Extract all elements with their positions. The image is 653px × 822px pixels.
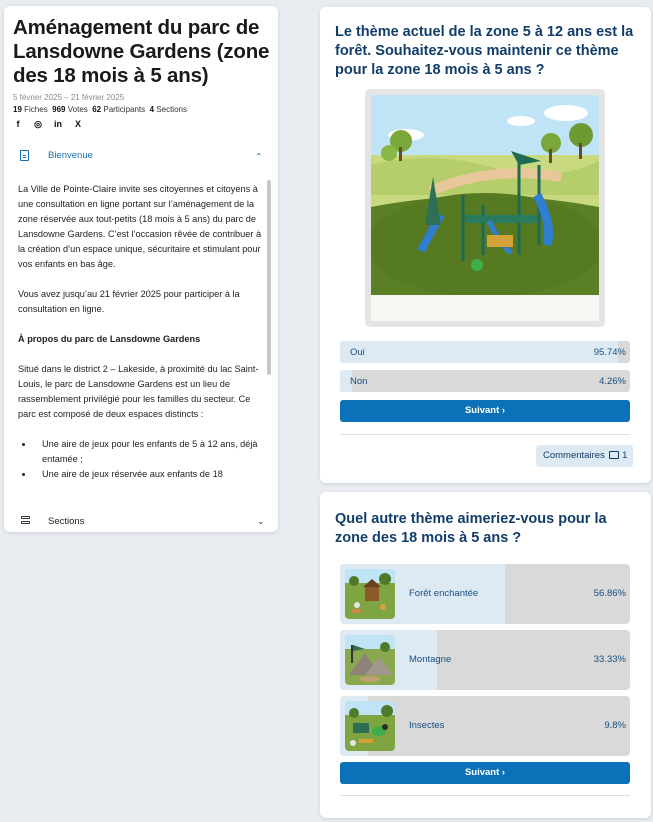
- theme-option-label: Forêt enchantée: [409, 588, 479, 599]
- chevron-up-icon: ⌄: [255, 151, 263, 161]
- divider: [340, 434, 630, 435]
- theme-option-insectes[interactable]: [340, 696, 630, 756]
- stat-value: 19: [13, 105, 22, 114]
- accordion-welcome-label: Bienvenue: [48, 150, 93, 161]
- project-dates: 5 février 2025 – 21 février 2025: [13, 93, 125, 102]
- divider: [340, 795, 630, 796]
- scrollbar[interactable]: [267, 180, 271, 375]
- project-panel: [4, 6, 278, 532]
- theme-option-label: Montagne: [409, 654, 452, 665]
- sections-icon: [21, 516, 30, 525]
- stat-value: 969: [52, 105, 66, 114]
- poll-fill: [340, 341, 618, 363]
- poll-option-oui[interactable]: [340, 341, 630, 363]
- linkedin-icon[interactable]: in: [54, 119, 62, 129]
- question-title: Quel autre thème aimeriez-vous pour la zone des 18 mois à 5 ans ?: [335, 511, 607, 546]
- poll-option-label: Oui: [350, 347, 365, 358]
- question-card-2: [320, 492, 651, 818]
- accordion-welcome-header[interactable]: [4, 144, 278, 168]
- theme-option-percent: 56.86%: [593, 588, 626, 599]
- poll-option-percent: 95.74%: [593, 347, 626, 358]
- poll-option-percent: 4.26%: [599, 376, 626, 387]
- welcome-paragraph: Situé dans le district 2 – Lakeside, à proximité du lac Saint-Louis, le parc de Lansdowne Gardens est un lieu de rassemblement privilégié pour les familles du secteur. Ce parc est composé de deux espaces distincts :: [18, 364, 259, 419]
- welcome-paragraph: Vous avez jusqu’au 21 février 2025 pour participer à la consultation en ligne.: [18, 289, 240, 314]
- accordion-sections-header[interactable]: [4, 510, 278, 532]
- comments-count: 1: [622, 450, 628, 461]
- chevron-down-icon: ⌄: [257, 516, 265, 526]
- welcome-paragraph: La Ville de Pointe-Claire invite ses citoyennes et citoyens à une consultation en ligne portant sur l’aménagement de la zone réservée aux tout-petits (18 mois à 5 ans) du parc de Lansdowne Gardens. C’est l’occasion rêvée de contribuer à la création d’un espace unique, sécuritaire et stimulant pour vos enfants en bas âge.: [18, 184, 262, 269]
- stat-value: 62: [92, 105, 102, 114]
- theme-option-percent: 33.33%: [593, 654, 626, 665]
- welcome-content: [18, 182, 262, 502]
- facebook-icon[interactable]: f: [16, 119, 20, 129]
- stat-label: Fiches: [24, 105, 48, 114]
- playground-illustration: [371, 95, 599, 321]
- poll-option-non[interactable]: [340, 370, 630, 392]
- instagram-icon[interactable]: ◎: [34, 119, 42, 129]
- theme-thumbnail: [345, 701, 395, 751]
- list-item: • Une aire de jeux réservée aux enfants de 18: [34, 467, 262, 482]
- theme-thumbnail: [345, 635, 395, 685]
- next-button[interactable]: Suivant ›: [340, 400, 630, 422]
- playground-image: [365, 89, 605, 327]
- welcome-heading: À propos du parc de Lansdowne Gardens: [18, 334, 201, 344]
- social-links: [13, 119, 83, 129]
- accordion-sections-label: Sections: [48, 516, 85, 527]
- stat-label: Participants: [103, 105, 146, 114]
- theme-option-percent: 9.8%: [604, 720, 626, 731]
- project-title: Aménagement du parc de Lansdowne Gardens (zone des 18 mois à 5 ans): [13, 16, 270, 87]
- welcome-list: [34, 437, 262, 482]
- comments-button[interactable]: [536, 445, 633, 467]
- theme-option-foret[interactable]: [340, 564, 630, 624]
- stat-label: Votes: [67, 105, 88, 114]
- poll-option-label: Non: [350, 376, 368, 387]
- comment-icon: [609, 451, 619, 459]
- project-stats: [13, 105, 187, 114]
- question-title: Le thème actuel de la zone 5 à 12 ans est la forêt. Souhaitez-vous maintenir ce thème pour la zone 18 mois à 5 ans ?: [335, 24, 634, 78]
- question-card-1: [320, 7, 651, 483]
- theme-thumbnail: [345, 569, 395, 619]
- theme-option-montagne[interactable]: [340, 630, 630, 690]
- stat-value: 4: [149, 105, 155, 114]
- next-button[interactable]: Suivant ›: [340, 762, 630, 784]
- document-icon: [20, 150, 29, 161]
- x-icon[interactable]: X: [74, 119, 81, 129]
- theme-option-label: Insectes: [409, 720, 445, 731]
- stat-label: Sections: [156, 105, 187, 114]
- list-item: • Une aire de jeux pour les enfants de 5 à 12 ans, déjà entamée ;: [34, 437, 262, 467]
- comments-label: Commentaires: [543, 450, 605, 461]
